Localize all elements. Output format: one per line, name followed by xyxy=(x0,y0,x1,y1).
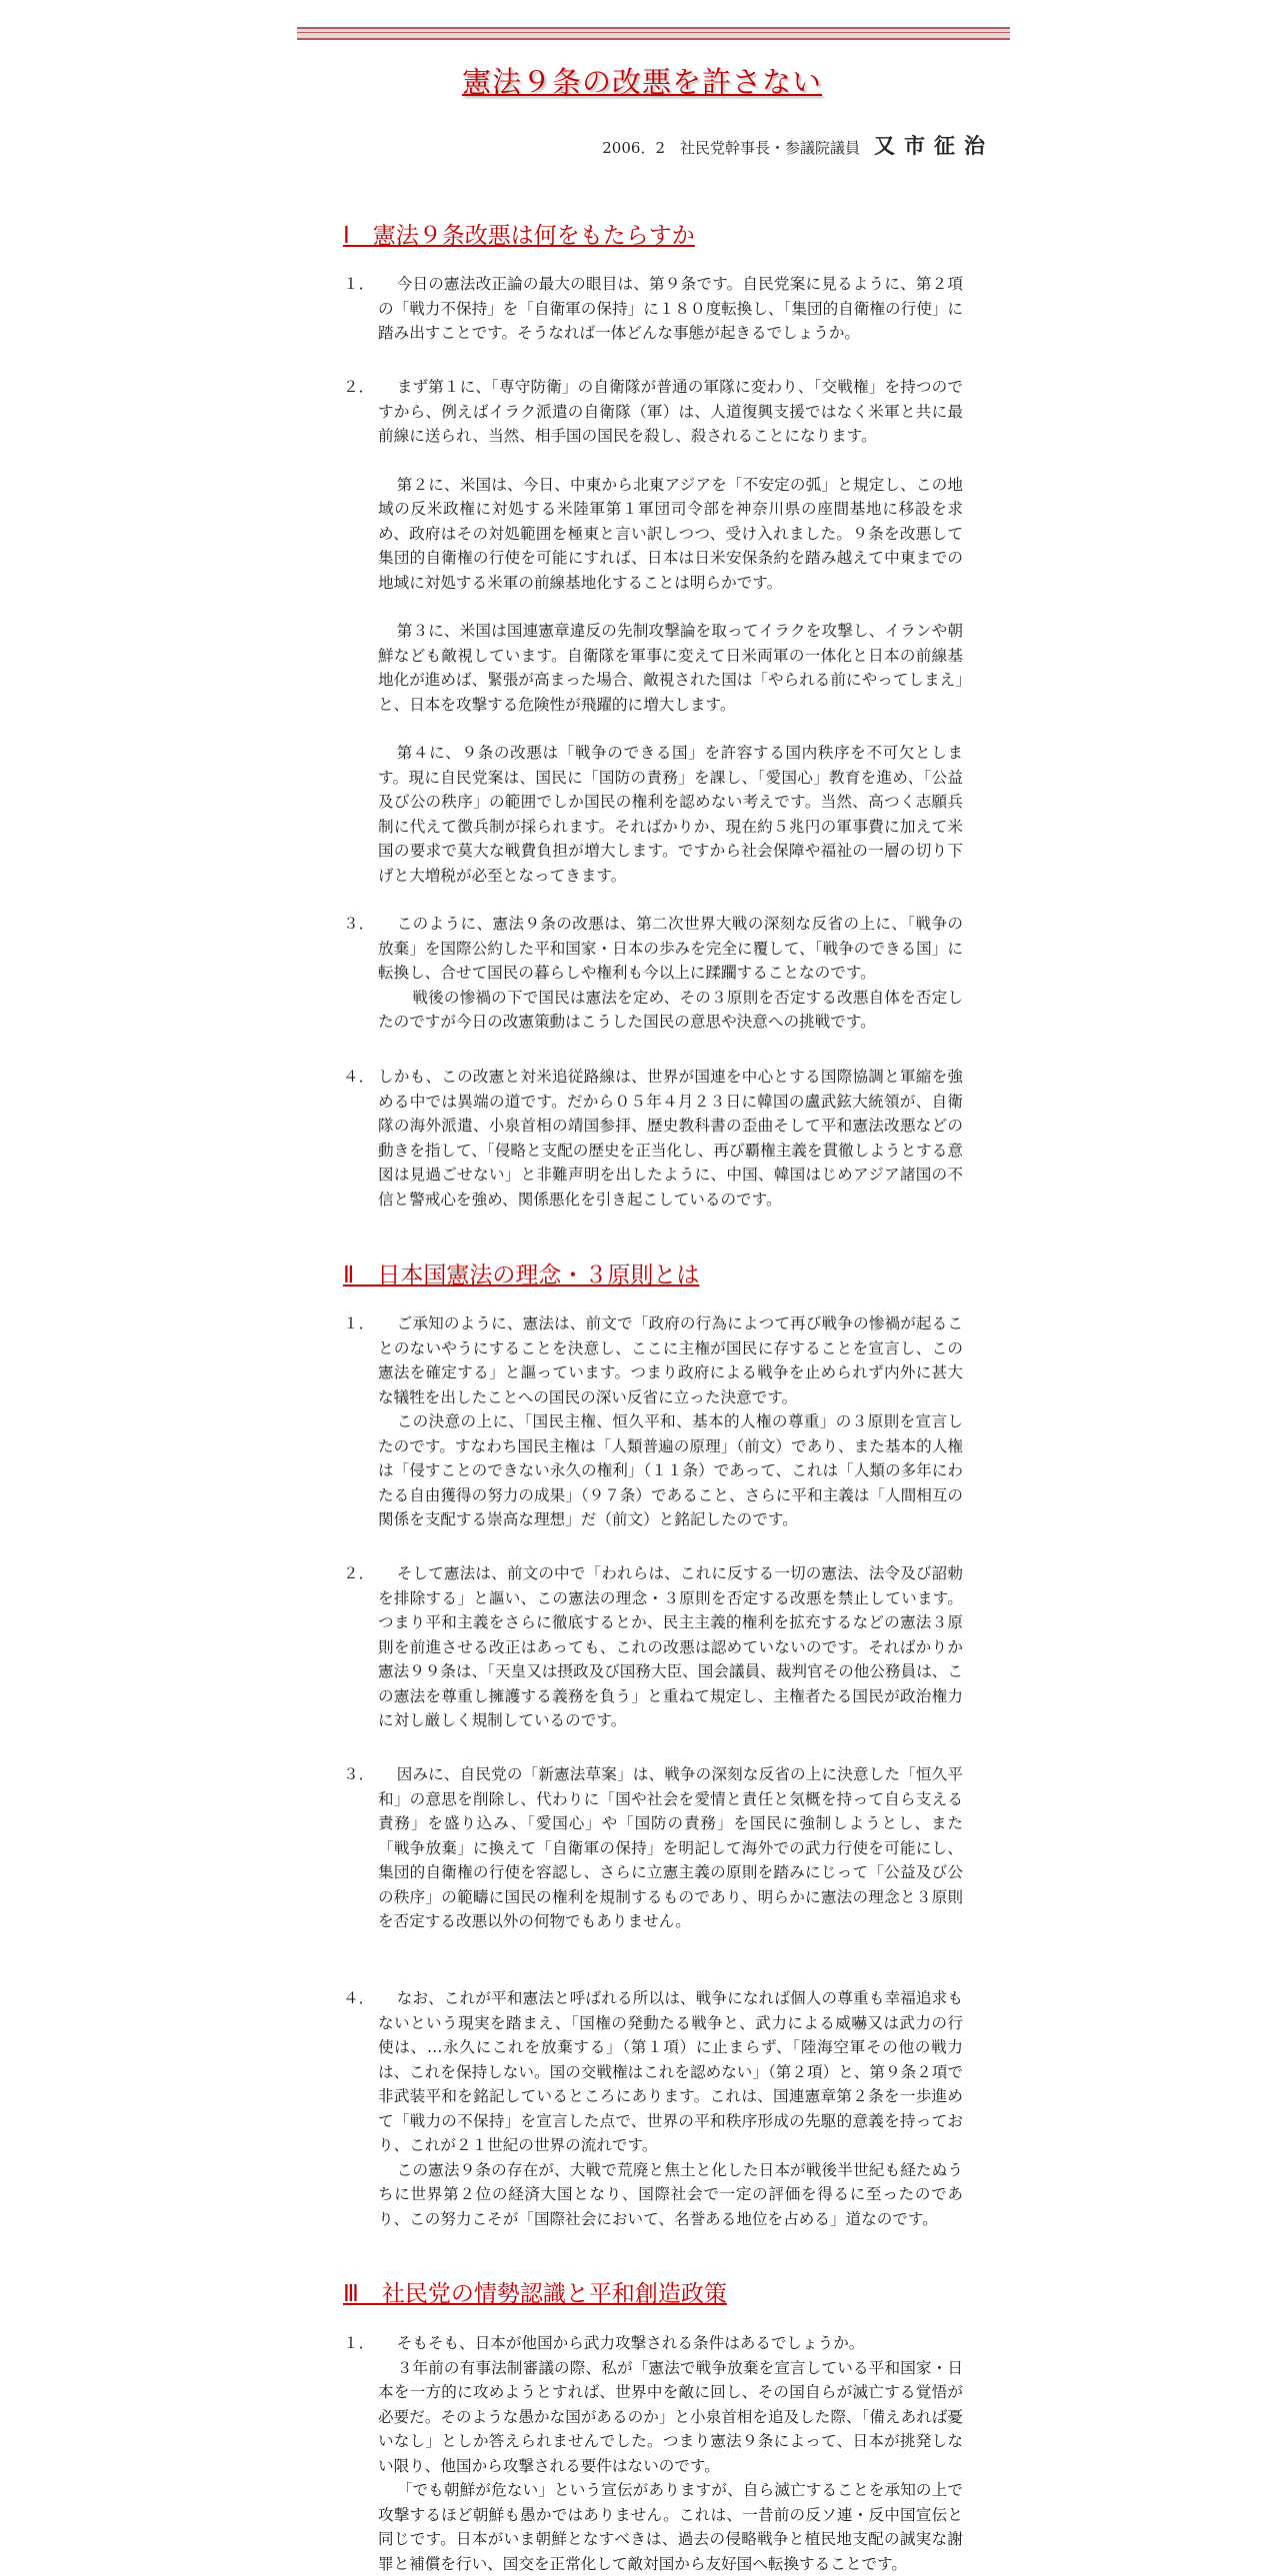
list-item xyxy=(343,375,963,888)
item-number: ３． xyxy=(343,1765,375,1783)
list-item xyxy=(343,1986,963,2231)
item-number: ２． xyxy=(343,378,375,396)
paragraph: 因みに、自民党の「新憲法草案」は、戦争の深刻な反省の上に決意した「恒久平和」の意思を削除し、代わりに「国や社会を愛情と責任と気概を持って自ら支える責務」を盛り込み、「愛国心」や「国防の責務」を国民に強制しようとし、また「戦争放棄」に換えて「自衛軍の保持」を明記して海外での武力行使を可能にし、集団的自衛権の行使を容認し、さらに立憲主義の原則を踏みにじって「公益及び公の秩序」の範疇に国民の権利を規制するものであり、明らかに憲法の理念と３原則を否定する改悪以外の何物でもありません。 xyxy=(378,1765,963,1930)
section-heading-3: Ⅲ 社民党の情勢認識と平和創造政策 xyxy=(343,2281,727,2307)
paragraph: 第４に、９条の改悪は「戦争のできる国」を許容する国内秩序を不可欠とします。現に自民党案は、国民に「国防の責務」を課し、「愛国心」教育を進め、「公益及び公の秩序」の範囲でしか国民の権利を認めない考えです。当然、高つく志願兵制に代えて徴兵制が採られます。そればかりか、現在約５兆円の軍事費に加えて米国の要求で莫大な戦費負担が増大します。ですから社会保障や福祉の一層の切り下げと大増税が必至となってきます。 xyxy=(378,744,963,885)
top-divider xyxy=(297,27,1010,40)
paragraph: 「でも朝鮮が危ない」という宣伝がありますが、自ら滅亡することを承知の上で攻撃するほど朝鮮も愚かではありません。これは、一昔前の反ソ連・反中国宣伝と同じです。日本がいま朝鮮となすべきは、過去の侵略戦争と植民地支配の誠実な謝罪と補償を行い、国交を正常化して敵対国から友好国へ転換することです。 xyxy=(378,2481,963,2573)
list-item xyxy=(343,1762,963,1934)
paragraph: このように、憲法９条の改悪は、第二次世界大戦の深刻な反省の上に、「戦争の放棄」を国際公約した平和国家・日本の歩みを完全に覆して、「戦争のできる国」に転換し、合せて国民の暮らしや権利も今以上に蹂躙することなのです。 xyxy=(378,915,963,982)
paragraph: 第３に、米国は国連憲章違反の先制攻撃論を取ってイラクを攻撃し、イランや朝鮮なども敵視しています。自衛隊を軍事に変えて日米両軍の一体化と日本の前線基地化が進めば、緊張が高まった場合、敵視された国は「やられる前にやってしまえ」と、日本を攻撃する危険性が飛躍的に増大します。 xyxy=(378,622,963,714)
list-item xyxy=(343,2331,963,2576)
paragraph: そもそも、日本が他国から武力攻撃される条件はあるでしょうか。 xyxy=(396,2334,865,2352)
list-item xyxy=(343,1311,963,1532)
paragraph: ３年前の有事法制審議の際、私が「憲法で戦争放棄を宣言している平和国家・日本を一方的に攻めようとすれば、世界中を敵に回し、その国自らが滅亡する覚悟が必要だ。そのような愚かな国があるのか」と小泉首相を追及した際、「備えあれば憂いなし」としか答えられませんでした。つまり憲法９条によって、日本が挑発しない限り、他国から攻撃される要件はないのです。 xyxy=(378,2358,963,2475)
paragraph: 戦後の惨禍の下で国民は憲法を定め、その３原則を否定する改悪自体を否定したのですが今日の改憲策動はこうした国民の意思や決意への挑戦です。 xyxy=(378,988,963,1031)
byline-date-role: 2006．2 社民党幹事長・参議院議員 xyxy=(602,139,860,157)
item-number: １． xyxy=(343,1314,375,1332)
paragraph: なお、これが平和憲法と呼ばれる所以は、戦争になれば個人の尊重も幸福追求もないという現実を踏まえ、「国権の発動たる戦争と、武力による威嚇又は武力の行使は、…永久にこれを放棄する」（第１項）に止まらず、「陸海空軍その他の戦力は、これを保持しない。国の交戦権はこれを認めない」（第２項）と、第９条２項で非武装平和を銘記しているところにあります。これは、国連憲章第２条を一歩進めて「戦力の不保持」を宣言した点で、世界の平和秩序形成の先駆的意義を持っており、これが２１世紀の世界の流れです。 xyxy=(378,1989,963,2154)
paragraph: この決意の上に、「国民主権、恒久平和、基本的人権の尊重」の３原則を宣言したのです。すなわち国民主権は「人類普遍の原理」（前文）であり、また基本的人権は「侵すことのできない永久の権利」（１１条）であって、これは「人類の多年にわたる自由獲得の努力の成果」（９７条）であること、さらに平和主義は「人間相互の関係を支配する崇高な理想」だ（前文）と銘記したのです。 xyxy=(378,1412,963,1528)
paragraph: この憲法９条の存在が、大戦で荒廃と焦土と化した日本が戦後半世紀も経たぬうちに世界第２位の経済大国となり、国際社会で一定の評価を得るに至ったのであり、この努力こそが「国際社会において、名誉ある地位を占める」道なのです。 xyxy=(378,2160,963,2228)
item-number: ４． xyxy=(343,1068,375,1086)
paragraph: 第２に、米国は、今日、中東から北東アジアを「不安定の弧」と規定し、この地域の反米政権に対処する米陸軍第１軍団司令部を神奈川県の座間基地に移設を求め、政府はその対処範囲を極東と言い訳しつつ、受け入れました。９条を改悪して集団的自衛権の行使を可能にすれば、日本は日米安保条約を踏み越えて中東までの地域に対処する米軍の前線基地化することは明らかです。 xyxy=(378,475,963,592)
list-item xyxy=(343,912,963,1035)
page-title: 憲法９条の改悪を許さない xyxy=(461,65,822,99)
item-number: ３． xyxy=(343,915,375,933)
section-heading-2: Ⅱ 日本国憲法の理念・３原則とは xyxy=(343,1263,700,1288)
list-item xyxy=(343,1065,963,1212)
author-name: 又市征治 xyxy=(874,133,994,158)
list-item xyxy=(343,272,963,346)
paragraph: そして憲法は、前文の中で「われらは、これに反する一切の憲法、法令及び詔勅を排除する」と謳い、この憲法の理念・３原則を否定する改悪を禁止しています。つまり平和主義をさらに徹底するとか、民主主義的権利を拡充するなどの憲法３原則を前進させる改正はあっても、これの改悪は認めていないのです。そればかりか憲法９９条は、「天皇又は摂政及び国務大臣、国会議員、裁判官その他公務員は、この憲法を尊重し擁護する義務を負う」と重ねて規定し、主権者たる国民が政治権力に対し厳しく規制しているのです。 xyxy=(378,1564,963,1729)
section-heading-1: Ⅰ 憲法９条改悪は何をもたらすか xyxy=(343,223,695,249)
byline xyxy=(602,130,994,160)
paragraph: まず第１に、「専守防衛」の自衛隊が普通の軍隊に変わり、「交戦権」を持つのですから、例えばイラク派遣の自衛隊（軍）は、人道復興支援ではなく米軍と共に最前線に送られ、当然、相手国の国民を殺し、殺されることになります。 xyxy=(378,378,963,445)
paragraph: しかも、この改憲と対米追従路線は、世界が国連を中心とする国際協調と軍縮を強める中では異端の道です。だから０５年４月２３日に韓国の盧武鉉大統領が、自衛隊の海外派遣、小泉首相の靖国参拝、歴史教科書の歪曲そして平和憲法改悪などの動きを指して、「侵略と支配の歴史を正当化し、再び覇権主義を貫徹しようとする意図は見過ごせない」と非難声明を出したように、中国、韓国はじめアジア諸国の不信と警戒心を強め、関係悪化を引き起こしているのです。 xyxy=(378,1068,963,1209)
item-number: １． xyxy=(343,275,375,293)
item-number: １． xyxy=(343,2334,375,2352)
list-item xyxy=(343,1561,963,1733)
paragraph: 今日の憲法改正論の最大の眼目は、第９条です。自民党案に見るように、第２項の「戦力不保持」を「自衛軍の保持」に１８０度転換し、「集団的自衛権の行使」に踏み出すことです。そうなれば一体どんな事態が起きるでしょうか。 xyxy=(378,275,963,342)
item-number: ４． xyxy=(343,1989,375,2007)
item-number: ２． xyxy=(343,1564,375,1582)
paragraph: ご承知のように、憲法は、前文で「政府の行為によつて再び戦争の惨禍が起ることのないやうにすることを決意し、ここに主権が国民に存することを宣言し、この憲法を確定する」と謳っています。つまり政府による戦争を止められず内外に甚大な犠牲を出したことへの国民の深い反省に立った決意です。 xyxy=(378,1314,963,1406)
